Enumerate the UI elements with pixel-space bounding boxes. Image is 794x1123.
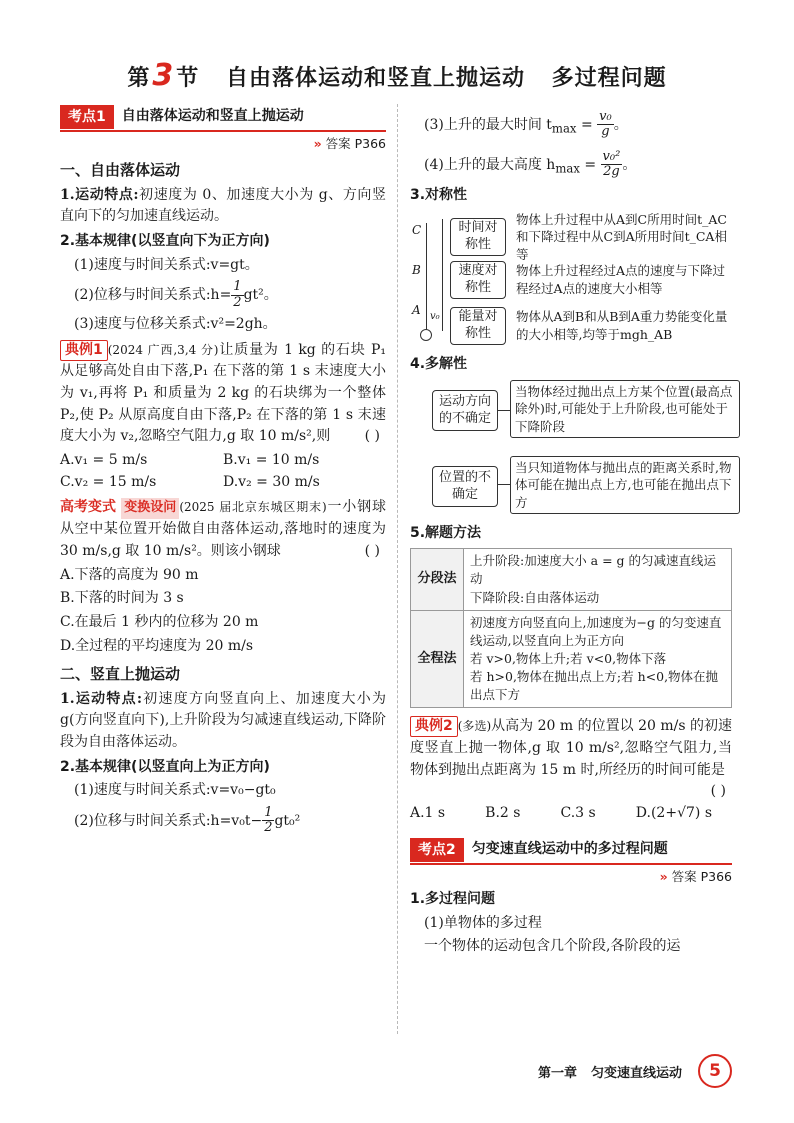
left-column	[60, 104, 386, 840]
symmetry-diagram	[410, 209, 732, 351]
s2-f2: (2)位移与时间关系式:h=v₀t− $\frac{1}{2}$ gt₀²	[74, 804, 301, 836]
point-c-label: C	[412, 222, 422, 237]
s2-f3: (3)上升的最大时间 $t_{max}$ = $\frac{\text{v₀}}{g}$ 。	[424, 109, 628, 140]
multi-text: 当只知道物体与抛出点的距离关系时,物体可能在抛出点上方,也可能在抛出点下方	[510, 456, 740, 515]
option[interactable]: B.v₁ = 10 m/s	[223, 452, 320, 469]
s1-f3: (3)速度与位移关系式:v²=2gh。	[74, 315, 277, 332]
option[interactable]: D.(2+√7) s	[635, 805, 712, 821]
multi-text: 当物体经过抛出点上方某个位置(最高点除外)时,可能处于上升阶段,也可能处于下降阶段	[510, 380, 740, 439]
kd1-header	[60, 104, 386, 132]
variant-tag: 高考变式	[60, 499, 116, 516]
variant-source: (2025 届北京东城区期末)	[179, 500, 327, 515]
symmetry-box: 速度对称性	[450, 261, 506, 299]
s1-p2: 2.基本规律(以竖直向下为正方向)	[60, 233, 270, 249]
answer-bracket: ( )	[364, 428, 380, 445]
page-number: 5	[698, 1054, 732, 1088]
section-prefix: 第	[127, 66, 151, 91]
kd1-answer-ref[interactable]: » 答案 P366	[313, 136, 386, 151]
symmetry-text: 物体上升过程经过A点的速度与下降过程经过A点的速度大小相等	[516, 263, 726, 296]
answer-bracket: ( )	[710, 783, 726, 800]
s2-p2: 2.基本规律(以竖直向上为正方向)	[60, 758, 270, 775]
option[interactable]: C.在最后 1 秒内的位移为 20 m	[60, 613, 259, 630]
example2-body: 从高为 20 m 的位置以 20 m/s 的初速度竖直上抛一物体,g 取 10 m/s²,忽略空气阻力,当物体到抛出点距离为 15 m 时,所经历的时间可能是	[410, 718, 732, 778]
table-row	[411, 610, 732, 708]
option[interactable]: D.v₂ = 30 m/s	[223, 473, 320, 490]
table-row	[411, 549, 732, 610]
kd1-tag: 考点1	[60, 105, 114, 129]
connector-line	[498, 484, 510, 485]
multi-box: 位置的不确定	[432, 466, 498, 507]
kd2-header	[410, 837, 732, 865]
variant	[60, 497, 386, 562]
k2-p3: 一个物体的运动包含几个阶段,各阶段的运	[424, 938, 681, 955]
symmetry-velocity	[450, 261, 732, 299]
fraction: $\frac{\text{v₀}}{g}$	[599, 109, 612, 140]
ball-icon	[420, 329, 432, 341]
example1	[60, 340, 386, 448]
s1-p1: 1.运动特点:初速度为 0、加速度大小为 g、方向竖直向下的匀加速直线运动。	[60, 186, 386, 225]
connector-line	[498, 410, 510, 411]
example1-options	[60, 450, 386, 493]
kd1-title: 自由落体运动和竖直上抛运动	[121, 108, 304, 125]
double-chevron-icon: »	[659, 868, 668, 884]
method-key: 全程法	[411, 610, 464, 708]
option[interactable]: C.v₂ = 15 m/s	[60, 473, 157, 490]
section-suffix: 节	[176, 66, 200, 91]
symmetry-time	[450, 211, 732, 264]
variant-sub-tag: 变换设问	[121, 498, 179, 518]
column-divider	[397, 104, 398, 1034]
k2-p1: 1.多过程问题	[410, 891, 496, 908]
footer-chapter-title: 匀变速直线运动	[590, 1065, 682, 1081]
option[interactable]: C.3 s	[560, 805, 596, 821]
s2-f4: (4)上升的最大高度 $h_{max}$ = $\frac{\text{v₀²}}{2g}$ 。	[424, 148, 637, 179]
option[interactable]: A.1 s	[410, 805, 446, 821]
right-column	[410, 104, 732, 960]
fraction: $\frac{\text{v₀²}}{2g}$	[602, 148, 621, 179]
method-key: 分段法	[411, 549, 464, 610]
example1-tag: 典例1	[60, 340, 108, 361]
page-title	[0, 58, 794, 93]
option[interactable]: A.v₁ = 5 m/s	[60, 452, 148, 469]
footer-chapter: 第一章	[537, 1065, 577, 1081]
title-sub: 多过程问题	[551, 66, 667, 91]
multi-box: 运动方向的不确定	[432, 390, 498, 431]
s3-title: 3.对称性	[410, 187, 468, 204]
option[interactable]: A.下落的高度为 90 m	[60, 566, 199, 583]
s2-f1: (1)速度与时间关系式:v=v₀−gt₀	[74, 782, 276, 799]
variant-options	[60, 565, 386, 658]
double-chevron-icon: »	[313, 136, 322, 151]
s1-f2: (2)位移与时间关系式:h= $\frac{1}{2}$ gt²。	[74, 279, 278, 310]
variant-body: 一小钢球从空中某位置开始做自由落体运动,落地时的速度为 30 m/s,g 取 10 m/s²。则该小钢球	[60, 499, 386, 559]
point-a-label: A	[412, 302, 421, 317]
v0-label: v₀	[430, 310, 440, 322]
point-b-label: B	[412, 262, 421, 277]
s1-f1: (1)速度与时间关系式:v=gt。	[74, 256, 259, 273]
section-number: 3	[152, 58, 175, 93]
symmetry-text: 物体从A到B和从B到A重力势能变化量的大小相等,均等于mgh_AB	[516, 309, 728, 342]
page-footer	[538, 1054, 732, 1088]
method-desc: 上升阶段:加速度大小 a = g 的匀减速直线运动 下降阶段:自由落体运动	[464, 549, 732, 610]
trajectory-line	[426, 223, 427, 333]
brace-line	[442, 219, 443, 331]
s1-title: 一、自由落体运动	[60, 161, 181, 180]
method-desc: 初速度方向竖直向上,加速度为−g 的匀变速直线运动,以竖直向上为正方向 若 v>0,物体上升;若 v<0,物体下落 若 h>0,物体在抛出点上方;若 h<0,物体在抛出点下方	[464, 610, 732, 708]
kd2-title: 匀变速直线运动中的多过程问题	[471, 840, 668, 857]
title-main: 自由落体运动和竖直上抛运动	[225, 66, 525, 91]
option[interactable]: B.下落的时间为 3 s	[60, 590, 184, 607]
example2-tag: 典例2	[410, 716, 458, 737]
option[interactable]: D.全过程的平均速度为 20 m/s	[60, 637, 254, 654]
symmetry-box: 能量对称性	[450, 307, 506, 345]
s5-title: 5.解题方法	[410, 524, 482, 541]
symmetry-energy	[450, 307, 732, 345]
symmetry-box: 时间对称性	[450, 218, 506, 256]
fraction: $\frac{1}{2}$	[264, 804, 273, 836]
s2-title: 二、竖直上抛运动	[60, 665, 181, 684]
example2-options	[410, 803, 732, 825]
method-table	[410, 548, 732, 708]
example1-body: 让质量为 1 kg 的石块 P₁ 从足够高处自由下落,P₁ 在下落的第 1 s 末速度大小为 v₁,再将 P₁ 和质量为 2 kg 的石块绑为一个整体 P₂,使 P₂ 从原高度自由下落,P₂ 在下落的第 1 s 末速度大小为 v₂,忽略空气阻力,g 取 10 m/s²,则	[60, 341, 386, 445]
multi-solution-diagram	[410, 380, 732, 520]
k2-p2: (1)单物体的多过程	[424, 914, 542, 931]
option[interactable]: B.2 s	[485, 805, 521, 821]
s4-title: 4.多解性	[410, 355, 468, 372]
symmetry-text: 物体上升过程中从A到C所用时间t_AC和下降过程中从C到A所用时间t_CA相等	[516, 211, 727, 262]
example2	[410, 716, 732, 800]
kd2-tag: 考点2	[410, 838, 464, 862]
kd2-answer-ref[interactable]: » 答案 P366	[659, 868, 732, 884]
s2-p1: 1.运动特点:初速度方向竖直向上、加速度大小为 g(方向竖直向下),上升阶段为匀减速直线运动,下降阶段为自由落体运动。	[60, 690, 386, 750]
answer-bracket: ( )	[364, 542, 380, 559]
fraction: $\frac{1}{2}$	[233, 279, 242, 310]
example1-source: (2024 广西,3,4 分)	[107, 342, 219, 357]
example2-source: (多选)	[457, 719, 492, 734]
